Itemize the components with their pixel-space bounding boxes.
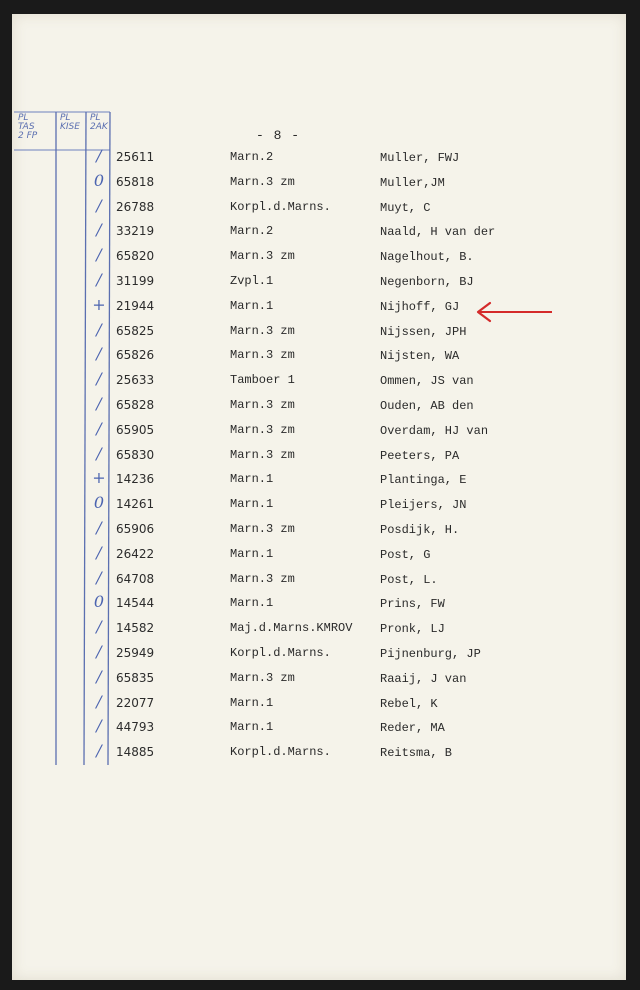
person-name: Nijsten, WA <box>380 349 460 364</box>
service-number: 25633 <box>116 373 155 388</box>
service-number: 65820 <box>116 249 155 264</box>
person-name: Reder, MA <box>380 721 445 736</box>
roster-row <box>0 741 640 769</box>
rank: Marn.3 zm <box>230 422 295 437</box>
check-mark: / <box>96 518 102 537</box>
check-mark: / <box>96 691 102 711</box>
rank: Maj.d.Marns.KMROV <box>230 621 353 636</box>
person-name: Posdijk, H. <box>380 523 460 537</box>
check-mark: / <box>96 443 102 463</box>
service-number: 31199 <box>116 274 155 288</box>
red-arrow-icon <box>472 300 554 324</box>
check-mark: / <box>96 195 102 215</box>
check-mark: + <box>92 468 106 488</box>
person-name: Muller, FWJ <box>380 151 460 165</box>
person-name: Rebel, K <box>380 696 438 711</box>
check-mark: 0 <box>93 170 105 190</box>
service-number: 65825 <box>116 323 155 338</box>
person-name: Pijnenburg, JP <box>380 647 481 661</box>
service-number: 65828 <box>116 398 155 412</box>
check-mark: / <box>96 369 102 389</box>
service-number: 14261 <box>116 497 155 512</box>
service-number: 44793 <box>116 720 155 735</box>
check-mark: 0 <box>93 493 105 513</box>
service-number: 14236 <box>116 472 155 487</box>
check-mark: / <box>96 542 102 562</box>
check-mark: / <box>96 270 102 289</box>
service-number: 25949 <box>116 646 155 660</box>
column-header-2: PL KISE <box>60 113 80 132</box>
service-number: 26788 <box>116 199 155 214</box>
rank: Marn.3 zm <box>230 447 295 462</box>
rank: Marn.1 <box>230 695 274 710</box>
service-number: 14885 <box>116 745 155 760</box>
rank: Tamboer 1 <box>230 373 295 388</box>
rank: Korpl.d.Marns. <box>230 745 331 760</box>
person-name: Muller,JM <box>380 175 445 190</box>
person-name: Peeters, PA <box>380 448 460 463</box>
person-name: Pronk, LJ <box>380 622 445 637</box>
person-name: Raaij, J van <box>380 671 467 686</box>
rank: Marn.3 zm <box>230 670 295 685</box>
service-number: 25611 <box>116 150 155 164</box>
column-header-3: PL 2AK <box>90 113 108 132</box>
service-number: 65818 <box>116 174 155 189</box>
person-name: Plantinga, E <box>380 473 467 488</box>
rank: Korpl.d.Marns. <box>230 646 331 660</box>
service-number: 21944 <box>116 298 155 313</box>
rank: Marn.3 zm <box>230 348 295 363</box>
service-number: 65835 <box>116 670 155 685</box>
rank: Korpl.d.Marns. <box>230 199 331 214</box>
person-name: Prins, FW <box>380 597 445 612</box>
person-name: Muyt, C <box>380 200 431 215</box>
rank: Marn.1 <box>230 497 274 512</box>
service-number: 65826 <box>116 348 155 363</box>
column-header-1: PL TAS 2 FP <box>18 113 38 141</box>
service-number: 65905 <box>116 422 155 437</box>
rank: Marn.3 zm <box>230 249 295 264</box>
service-number: 14582 <box>116 621 155 636</box>
person-name: Naald, H van der <box>380 225 496 240</box>
service-number: 14544 <box>116 596 155 611</box>
service-number: 65906 <box>116 522 155 536</box>
rank: Marn.2 <box>230 224 274 239</box>
rank: Marn.1 <box>230 298 274 313</box>
check-mark: / <box>96 741 102 761</box>
service-number: 64708 <box>116 571 155 586</box>
check-mark: / <box>96 220 102 240</box>
rank: Marn.1 <box>230 720 274 735</box>
service-number: 65830 <box>116 447 155 462</box>
rank: Marn.1 <box>230 596 274 611</box>
page-number: - 8 - <box>256 128 301 143</box>
check-mark: / <box>96 716 102 736</box>
check-mark: / <box>96 146 102 165</box>
rank: Marn.1 <box>230 472 274 487</box>
person-name: Reitsma, B <box>380 746 453 761</box>
rank: Marn.2 <box>230 150 274 164</box>
person-name: Ouden, AB den <box>380 399 474 413</box>
person-name: Negenborn, BJ <box>380 275 474 289</box>
rank: Marn.3 zm <box>230 323 295 338</box>
person-name: Post, L. <box>380 572 438 587</box>
rank: Marn.3 zm <box>230 571 295 586</box>
check-mark: + <box>92 294 106 314</box>
check-mark: / <box>96 245 102 265</box>
check-mark: / <box>96 666 102 686</box>
rank: Marn.1 <box>230 546 274 561</box>
person-name: Post, G <box>380 547 431 562</box>
person-name: Ommen, JS van <box>380 374 474 389</box>
check-mark: / <box>96 642 102 661</box>
check-mark: / <box>96 344 102 364</box>
rank: Marn.3 zm <box>230 174 295 189</box>
service-number: 33219 <box>116 224 155 239</box>
person-name: Nagelhout, B. <box>380 250 474 265</box>
check-mark: / <box>96 567 102 587</box>
person-name: Overdam, HJ van <box>380 423 489 438</box>
person-name: Pleijers, JN <box>380 498 467 513</box>
rank: Marn.3 zm <box>230 522 295 536</box>
rank: Zvpl.1 <box>230 274 274 288</box>
service-number: 22077 <box>116 695 155 710</box>
check-mark: / <box>96 394 102 413</box>
person-name: Nijssen, JPH <box>380 324 467 339</box>
check-mark: / <box>96 418 102 438</box>
check-mark: / <box>96 319 102 339</box>
check-mark: 0 <box>93 592 105 612</box>
service-number: 26422 <box>116 546 155 561</box>
check-mark: / <box>96 617 102 637</box>
person-name: Nijhoff, GJ <box>380 299 460 314</box>
rank: Marn.3 zm <box>230 398 295 412</box>
